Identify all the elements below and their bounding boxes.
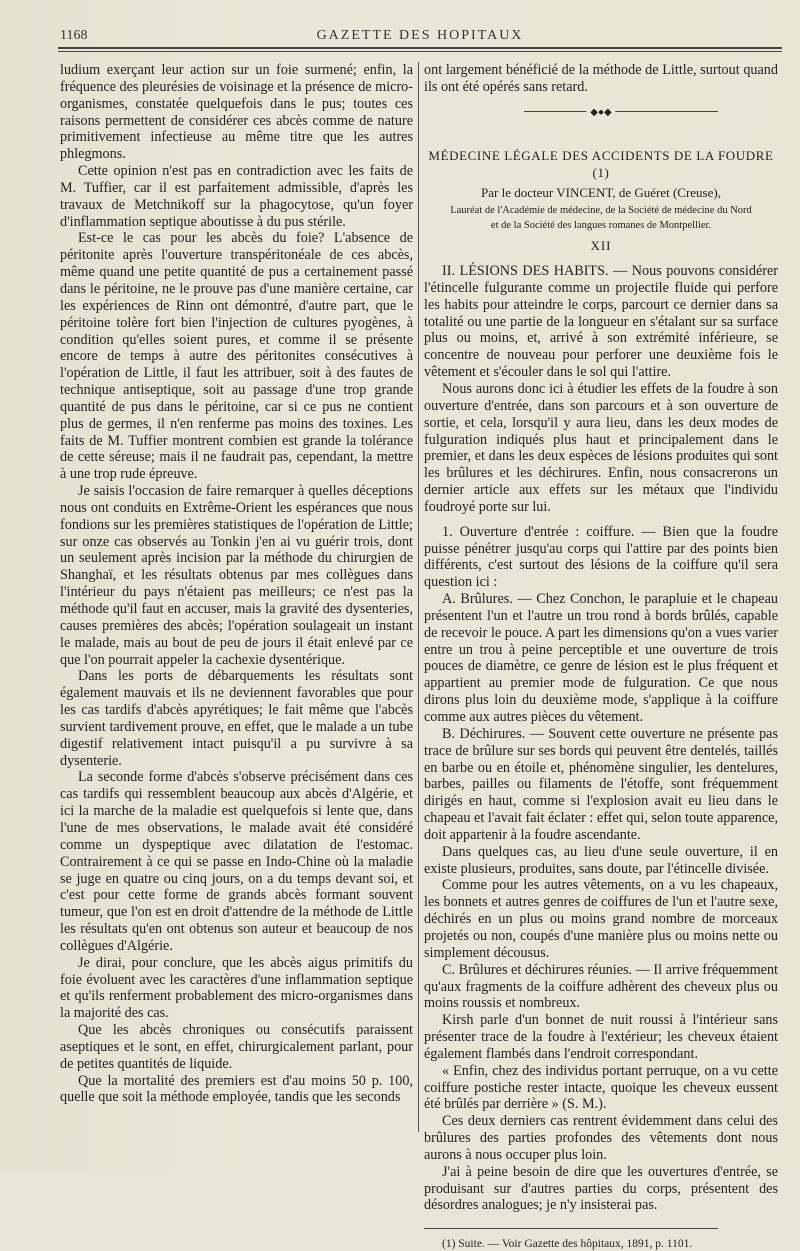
paragraph: C. Brûlures et déchirures réunies. — Il arrive fréquemment qu'aux fragments de la coiffure adhèrent des cheveux plus ou moins roussis et nombreux. [424,961,778,1012]
footnote-rule [424,1228,718,1229]
paragraph: ont largement bénéficié de la méthode de Little, surtout quand ils ont été opérés sans retard. [424,62,778,95]
paragraph: Je dirai, pour conclure, que les abcès aigus primitifs du foie évoluent avec les caractères d'une inflammation septique et qu'ils renferment probablement des micro-organismes dans la majorité des cas. [60,954,413,1022]
paragraph: « Enfin, chez des individus portant perruque, on a vu cette coiffure postiche rester intacte, quoique les cheveux eussent été brûlés par derrière » (S. M.). [424,1062,778,1113]
article-byline: Par le docteur VINCENT, de Guéret (Creuse), [481,185,721,201]
header-rule-thin [58,51,782,52]
paragraph: Dans les ports de débarquements les résultats sont également mauvais et ils ne deviennent favorables que pour les cas tardifs d'abcès apyrétiques; le fait même que l'abcès survient tardivement prouve, en effet, que le malade a un tube digestif relativement intact puisqu'il a pu survivre à sa dysenterie. [60,668,413,769]
paragraph: B. Déchirures. — Souvent cette ouverture ne présente pas trace de brûlure sur ses bords qui peuvent être dentelés, taillés en barbe ou en étoile et, phénomène singulier, les dentelures, barbes, pailles ou filaments de l'étoffe, sont fréquemment dirigés en haut, comme si l'explosion avait eu lieu dans le chapeau et l'avait fait éclater : effet qui, selon toute apparence, doit appartenir à la foudre ascendante. [424,725,778,843]
column-divider [418,62,419,1132]
article-title: MÉDECINE LÉGALE DES ACCIDENTS DE LA FOUDRE (1) [428,147,774,180]
ornament-icon: ◆●◆ [586,105,615,122]
paragraph: Kirsh parle d'un bonnet de nuit roussi à l'intérieur sans présenter trace de la foudre à l'extérieur; les cheveux étaient également flambés dans l'endroit correspondant. [424,1012,778,1062]
author-affiliation: Lauréat de l'Académie de médecine, de la Société de médecine du Nord [450,205,752,217]
paragraph: 1. Ouverture d'entrée : coiffure. — Bien que la foudre puisse pénétrer jusqu'au corps qui l'attire par des points bien différents, c'est surtout des lésions de la coiffure qu'il sera question ici : [424,523,778,591]
paragraph: Comme pour les autres vêtements, on a vu les chapeaux, les bonnets et autres genres de coiffures de l'un et l'autre sexe, déchirés en un plus ou moins grand nombre de morceaux projetés ou non, coupés d'une manière plus ou moins nette ou simplement décousus. [424,877,778,961]
left-column [60,62,413,1106]
paragraph: Que les abcès chroniques ou consécutifs paraissent aseptiques et le sont, en effet, chirurgicalement parlant, pour de petites quantités de liquide. [60,1022,413,1072]
paragraph: Nous aurons donc ici à étudier les effets de la foudre à son ouverture d'entrée, dans son parcours et à son ouverture de sortie, et cela, lorsqu'il y aura lieu, dans les deux modes de fulguration indiqués plus haut et principalement dans le premier, et dans les deux espèces de lésions produites qui sont les brûlures et les déchirures. Enfin, nous consacrerons un dernier article aux effets sur les métaux que l'individu foudroyé porte sur lui. [424,380,778,515]
paragraph: Ces deux derniers cas rentrent évidemment dans celui des brûlures des parties profondes des vêtements dont nous aurons à nous occuper plus loin. [424,1113,778,1163]
author-affiliation: et de la Société des langues romanes de Montpellier. [490,220,712,232]
paragraph: Cette opinion n'est pas en contradiction avec les faits de M. Tuffier, car il est parfaitement admissible, d'après les travaux de Metchnikoff sur la phagocytose, qu'un foyer d'inflammation septique aboutisse à du pus stérile. [60,163,413,230]
paragraph: La seconde forme d'abcès s'observe précisément dans ces cas tardifs qui ressemblent beaucoup aux abcès d'Algérie, et ici la marche de la maladie est quelquefois si lente que, dans l'une de mes observations, le malade avait été considéré comme un dyspeptique avec dilatation de l'estomac. Contrairement à ce qui se passe en Indo-Chine où la maladie se juge en quatre ou cinq jours, on a du temps devant soi, et c'est pour cette forme de grands abcès formant souvent tumeur, que l'on est en droit d'attendre de la méthode de Little les résultats qu'en ont obtenus son auteur et beaucoup de nos collègues d'Algérie. [60,769,413,954]
paragraph: J'ai à peine besoin de dire que les ouvertures d'entrée, se produisant sur d'autres parties du corps, présentent des désordres analogues; je n'y insisterai pas. [424,1163,778,1214]
paragraph: Est-ce le cas pour les abcès du foie? L'absence de péritonite après l'ouverture transpéritonéale de ces abcès, même quand une petite quantité de pus a certainement passé dans le péritoine, ne le prouve pas d'une manière certaine, car les expériences de Rinn ont démontré, d'autre part, que le péritoine tolère fort bien l'injection de cultures pyogènes, à condition qu'elles soient pures, et comme il se présente encore de temps à autre des péritonites consécutives à l'opération de Little, il faut les attribuer, soit à des fautes de technique antiseptique, soit au passage d'une trop grande quantité de pus dans le péritoine, car si ce pus ne contient plus de germes, il n'en renferme pas moins des toxines. Les faits de M. Tuffier montrent combien est grande la tolérance de cette séreuse; mais il ne faudrait pas, cependant, la mettre à une trop rude épreuve. [60,230,413,483]
journal-title: GAZETTE DES HOPITAUX [316,28,524,43]
paragraph: Que la mortalité des premiers est d'au moins 50 p. 100, quelle que soit la méthode employée, tandis que les seconds [60,1072,413,1106]
paragraph: Je saisis l'occasion de faire remarquer à quelles déceptions nous ont conduits en Extrême-Orient les espérances que nous fondions sur les premières statistiques de l'opération de Little; sur onze cas observés au Tonkin j'en ai vu guérir trois, dont un seulement après incision par la méthode du chirurgien de Shanghaï, et les résultats obtenus par mes collègues dans l'intérieur du pays n'étaient pas meilleurs; ce n'est pas la méthode qu'il faut en accuser, mais la gravité des dysenteries, causes premières des abcès; l'opération soulageait un instant le malade, mais au bout de peu de jours il était enlevé par ce que l'on pourrait appeler la cachexie dysentérique. [60,483,413,668]
paragraph: ludium exerçant leur action sur un foie surmené; enfin, la fréquence des pleurésies de voisinage et la présence de micro-organismes, constatée quelquefois dans le pus; toutes ces raisons permettent de considérer ces abcès comme de nature primitivement infectieuse au même titre que les autres phlegmons. [60,62,413,163]
paragraph: II. LÉSIONS DES HABITS. — Nous pouvons considérer l'étincelle fulgurante comme un projectile fluide qui perfore les habits pour atteindre le corps, parcourt ce dernier dans sa totalité ou une partie de la longueur en s'étalant sur sa surface plus ou moins, et, arrivé à son extrémité inférieure, se concentre de nouveau pour perforer une deuxième fois le vêtement et s'écouler dans le sol qui l'attire. [424,263,778,381]
paragraph: Dans quelques cas, au lieu d'une seule ouverture, il en existe plusieurs, produites, sans doute, par l'étincelle divisée. [424,843,778,877]
header-rule [58,47,782,49]
right-column [424,62,778,1251]
section-separator [424,104,778,118]
chapter-number: XII [590,238,612,254]
footnote: (1) Suite. — Voir Gazette des hôpitaux, 1891, p. 1101. [442,1238,693,1251]
page-number: 1168 [60,28,88,43]
paragraph: A. Brûlures. — Chez Conchon, le parapluie et le chapeau présentent l'un et l'autre un trou rond à bords brûlés, capable de recevoir le pouce. A part les dimensions qu'on a vues varier entre un trou à peine perceptible et une ouverture de trois pouces de diamètre, ce genre de lésion est le plus fréquent et appartient au premier mode de fulguration. Ce que nous dirons plus loin du deuxième mode, s'applique à la coiffure comme aux autres pièces du vêtement. [424,591,778,725]
